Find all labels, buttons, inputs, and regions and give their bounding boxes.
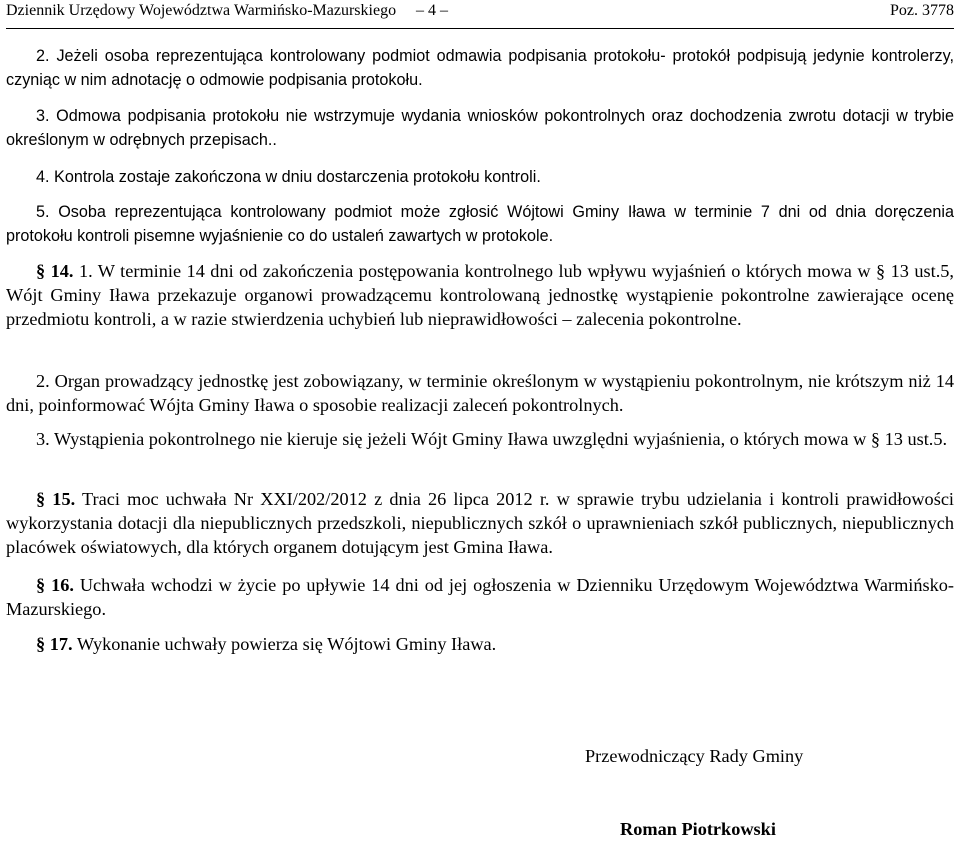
section-text: Wykonanie uchwały powierza się Wójtowi Gminy Iława. <box>76 634 497 654</box>
section-text: Traci moc uchwała Nr XXI/202/2012 z dnia 26 lipca 2012 r. w sprawie trybu udzielania i kontroli prawidłowości wykorzystania dotacji dla niepublicznych przedszkoli, niepublicznych szkół o uprawnieniach szkół publicznych, niepublicznych placówek oświatowych, dla których organem dotującym jest Gmina Iława. <box>6 489 955 557</box>
signature-title: Przewodniczący Rady Gminy <box>585 746 804 766</box>
section-17 <box>6 632 954 656</box>
section-15 <box>6 487 954 559</box>
paragraph-number: 5. <box>36 203 50 221</box>
section-label: § 15. <box>36 489 76 509</box>
section-14-paragraph-2 <box>6 369 954 417</box>
paragraph-text: 2. Organ prowadzący jednostkę jest zobowiązany, w terminie określonym w wystąpieniu pokontrolnym, nie krótszym niż 14 dni, poinformować Wójta Gminy Iława o sposobie realizacji zaleceń pokontrolnych. <box>6 371 954 415</box>
position-number: Poz. 3778 <box>890 2 954 19</box>
paragraph-text: Osoba reprezentująca kontrolowany podmiot może zgłosić Wójtowi Gminy Iława w terminie 7 dni od dnia doręczenia protokołu kontroli pisemne wyjaśnienie co do ustaleń zawartych w protokole. <box>6 203 954 245</box>
paragraph-text: Odmowa podpisania protokołu nie wstrzymuje wydania wniosków pokontrolnych oraz dochodzenia zwrotu dotacji w trybie określonym w odrębnych przepisach.. <box>6 107 954 149</box>
page-number: – 4 – <box>416 2 448 19</box>
signature-name: Roman Piotrkowski <box>620 819 776 839</box>
section-label: § 16. <box>36 575 74 595</box>
paragraph-number: 4. <box>36 168 50 186</box>
paragraph-text: Jeżeli osoba reprezentująca kontrolowany podmiot odmawia podpisania protokołu- protokół podpisują jedynie kontrolerzy, czyniąc w nim adnotację o odmowie podpisania protokołu. <box>6 47 954 89</box>
paragraph-4 <box>6 165 954 189</box>
paragraph-text: 3. Wystąpienia pokontrolnego nie kieruje się jeżeli Wójt Gminy Iława uwzględni wyjaśnienia, o których mowa w § 13 ust.5. <box>36 429 948 449</box>
section-14-paragraph-1 <box>6 259 954 331</box>
section-text: Uchwała wchodzi w życie po upływie 14 dni od jej ogłoszenia w Dzienniku Urzędowym Województwa Warmińsko-Mazurskiego. <box>6 575 955 619</box>
journal-title: Dziennik Urzędowy Województwa Warmińsko-Mazurskiego <box>6 2 397 19</box>
paragraph-5 <box>6 200 954 248</box>
paragraph-number: 3. <box>36 107 50 125</box>
section-label: § 14. <box>36 261 74 281</box>
paragraph-text: 1. W terminie 14 dni od zakończenia postępowania kontrolnego lub wpływu wyjaśnień o których mowa w § 13 ust.5, Wójt Gminy Iława przekazuje organowi prowadzącemu kontrolowaną jednostkę wystąpienie pokontrolne zawierające ocenę przedmiotu kontroli, a w razie stwierdzenia uchybień lub nieprawidłowości – zalecenia pokontrolne. <box>6 261 954 329</box>
paragraph-2 <box>6 44 954 92</box>
section-14-paragraph-3 <box>6 427 954 451</box>
paragraph-number: 2. <box>36 47 50 65</box>
page-header <box>6 0 954 29</box>
section-16 <box>6 573 954 621</box>
paragraph-3 <box>6 104 954 152</box>
section-label: § 17. <box>36 634 73 654</box>
paragraph-text: Kontrola zostaje zakończona w dniu dostarczenia protokołu kontroli. <box>54 168 541 186</box>
